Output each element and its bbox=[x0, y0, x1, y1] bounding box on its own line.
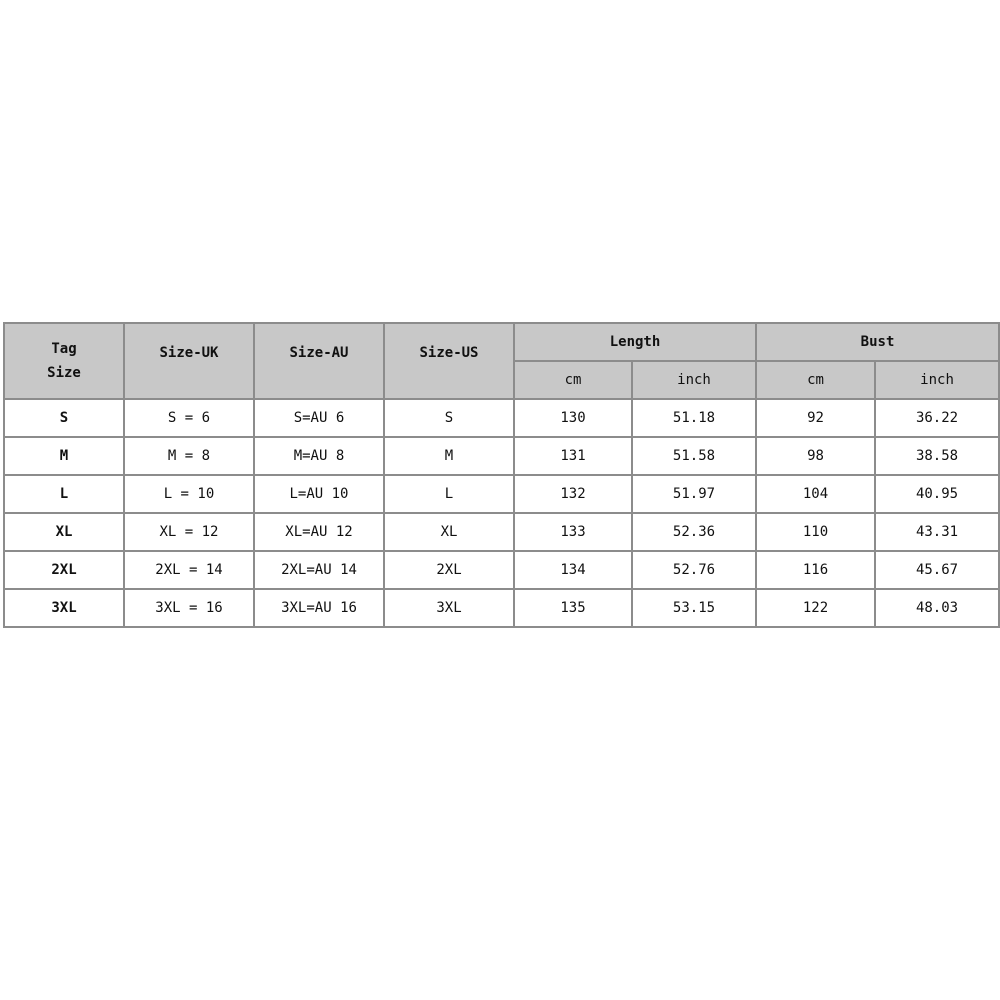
header-bust-cm: cm bbox=[756, 361, 875, 399]
cell-length-cm: 135 bbox=[514, 589, 632, 627]
header-bust-inch: inch bbox=[875, 361, 999, 399]
header-tag-size bbox=[4, 323, 124, 399]
header-size-uk: Size-UK bbox=[124, 323, 254, 399]
cell-tag-size: XL bbox=[4, 513, 124, 551]
cell-size-uk: L = 10 bbox=[124, 475, 254, 513]
cell-size-au: L=AU 10 bbox=[254, 475, 384, 513]
cell-length-cm: 132 bbox=[514, 475, 632, 513]
header-row-top bbox=[4, 323, 999, 361]
cell-length-inch: 52.36 bbox=[632, 513, 756, 551]
cell-length-inch: 51.18 bbox=[632, 399, 756, 437]
cell-bust-cm: 110 bbox=[756, 513, 875, 551]
table-row bbox=[4, 589, 999, 627]
cell-length-cm: 131 bbox=[514, 437, 632, 475]
header-tag-size-line1: Tag bbox=[51, 341, 77, 357]
size-chart-table bbox=[3, 322, 1000, 628]
cell-tag-size: L bbox=[4, 475, 124, 513]
cell-size-us: 2XL bbox=[384, 551, 514, 589]
cell-length-inch: 51.58 bbox=[632, 437, 756, 475]
cell-size-au: 3XL=AU 16 bbox=[254, 589, 384, 627]
cell-length-inch: 51.97 bbox=[632, 475, 756, 513]
cell-size-au: 2XL=AU 14 bbox=[254, 551, 384, 589]
cell-tag-size: M bbox=[4, 437, 124, 475]
cell-length-cm: 133 bbox=[514, 513, 632, 551]
cell-bust-cm: 98 bbox=[756, 437, 875, 475]
cell-length-cm: 130 bbox=[514, 399, 632, 437]
cell-tag-size: S bbox=[4, 399, 124, 437]
header-length-inch: inch bbox=[632, 361, 756, 399]
table-row bbox=[4, 399, 999, 437]
cell-size-au: M=AU 8 bbox=[254, 437, 384, 475]
cell-size-uk: XL = 12 bbox=[124, 513, 254, 551]
cell-tag-size: 2XL bbox=[4, 551, 124, 589]
cell-bust-inch: 38.58 bbox=[875, 437, 999, 475]
cell-length-inch: 53.15 bbox=[632, 589, 756, 627]
cell-bust-inch: 48.03 bbox=[875, 589, 999, 627]
cell-size-us: M bbox=[384, 437, 514, 475]
cell-bust-cm: 116 bbox=[756, 551, 875, 589]
cell-size-us: L bbox=[384, 475, 514, 513]
header-length-cm: cm bbox=[514, 361, 632, 399]
cell-tag-size: 3XL bbox=[4, 589, 124, 627]
cell-size-uk: S = 6 bbox=[124, 399, 254, 437]
cell-size-au: S=AU 6 bbox=[254, 399, 384, 437]
cell-length-inch: 52.76 bbox=[632, 551, 756, 589]
table-row bbox=[4, 513, 999, 551]
cell-size-uk: 3XL = 16 bbox=[124, 589, 254, 627]
header-length: Length bbox=[514, 323, 756, 361]
table-row bbox=[4, 475, 999, 513]
cell-size-uk: M = 8 bbox=[124, 437, 254, 475]
cell-bust-inch: 43.31 bbox=[875, 513, 999, 551]
cell-bust-inch: 40.95 bbox=[875, 475, 999, 513]
cell-bust-cm: 92 bbox=[756, 399, 875, 437]
header-size-us: Size-US bbox=[384, 323, 514, 399]
cell-bust-inch: 36.22 bbox=[875, 399, 999, 437]
cell-length-cm: 134 bbox=[514, 551, 632, 589]
header-size-au: Size-AU bbox=[254, 323, 384, 399]
header-tag-size-line2: Size bbox=[47, 365, 81, 381]
cell-size-au: XL=AU 12 bbox=[254, 513, 384, 551]
cell-bust-inch: 45.67 bbox=[875, 551, 999, 589]
cell-size-uk: 2XL = 14 bbox=[124, 551, 254, 589]
table-row bbox=[4, 437, 999, 475]
table-row bbox=[4, 551, 999, 589]
cell-size-us: 3XL bbox=[384, 589, 514, 627]
cell-bust-cm: 104 bbox=[756, 475, 875, 513]
cell-bust-cm: 122 bbox=[756, 589, 875, 627]
cell-size-us: XL bbox=[384, 513, 514, 551]
header-bust: Bust bbox=[756, 323, 999, 361]
cell-size-us: S bbox=[384, 399, 514, 437]
